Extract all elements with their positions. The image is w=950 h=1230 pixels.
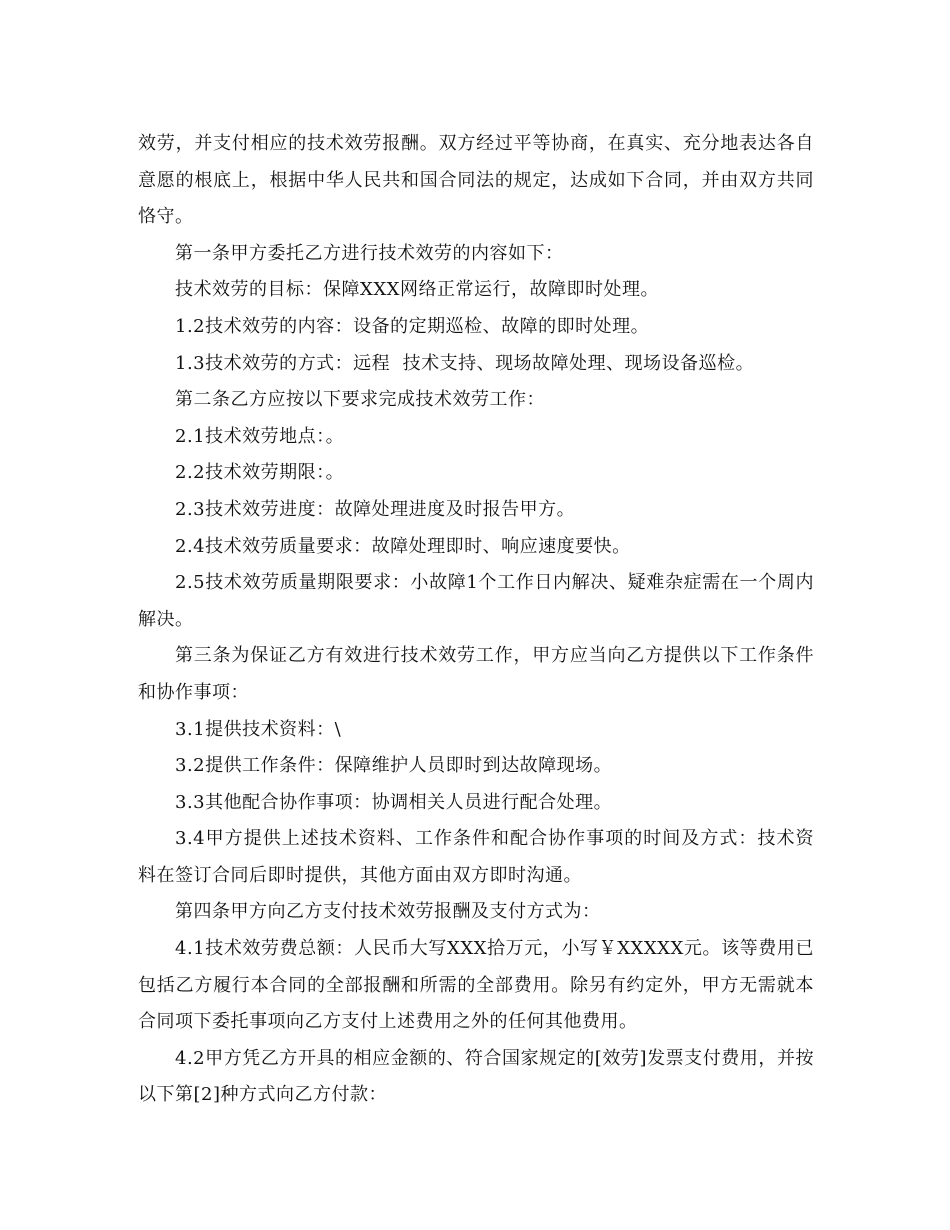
paragraph-article-3: 第三条为保证乙方有效进行技术效劳工作，甲方应当向乙方提供以下工作条件和协作事项：	[138, 645, 814, 703]
paragraph-2-4: 2.4技术效劳质量要求：故障处理即时、响应速度要快。	[175, 535, 631, 557]
paragraph-3-2: 3.2提供工作条件：保障维护人员即时到达故障现场。	[175, 755, 613, 777]
document-body	[138, 126, 814, 1114]
paragraph-2-3: 2.3技术效劳进度：故障处理进度及时报告甲方。	[175, 498, 576, 520]
paragraph-article-2: 第二条乙方应按以下要求完成技术效劳工作：	[175, 389, 545, 411]
paragraph-3-3: 3.3其他配合协作事项：协调相关人员进行配合处理。	[175, 791, 613, 813]
paragraph-service-goal: 技术效劳的目标：保障XXX网络正常运行，故障即时处理。	[175, 279, 659, 301]
paragraph-4-2: 4.2甲方凭乙方开具的相应金额的、符合国家规定的[效劳]发票支付费用，并按以下第[2]种方式向乙方付款：	[138, 1047, 814, 1106]
paragraph-3-4: 3.4甲方提供上述技术资料、工作条件和配合协作事项的时间及方式：技术资料在签订合同后即时提供，其他方面由双方即时沟通。	[138, 828, 814, 886]
paragraph-1-2: 1.2技术效劳的内容：设备的定期巡检、故障的即时处理。	[175, 315, 650, 337]
paragraph-continuation: 效劳，并支付相应的技术效劳报酬。双方经过平等协商，在真实、充分地表达各自意愿的根底上，根据中华人民共和国合同法的规定，达成如下合同，并由双方共同恪守。	[138, 133, 814, 228]
paragraph-2-1: 2.1技术效劳地点：。	[175, 425, 345, 447]
paragraph-2-2: 2.2技术效劳期限：。	[175, 462, 345, 484]
paragraph-2-5: 2.5技术效劳质量期限要求：小故障1个工作日内解决、疑难杂症需在一个周内解决。	[138, 572, 814, 630]
paragraph-4-1: 4.1技术效劳费总额：人民币大写XXX拾万元，小写￥XXXXX元。该等费用已包括乙方履行本合同的全部报酬和所需的全部费用。除另有约定外，甲方无需就本合同项下委托事项向乙方支付上述费用之外的任何其他费用。	[138, 938, 814, 1033]
paragraph-3-1: 3.1提供技术资料：\	[175, 718, 342, 740]
paragraph-article-1: 第一条甲方委托乙方进行技术效劳的内容如下：	[175, 242, 564, 264]
paragraph-1-3: 1.3技术效劳的方式：远程 技术支持、现场故障处理、现场设备巡检。	[175, 352, 755, 374]
paragraph-article-4: 第四条甲方向乙方支付技术效劳报酬及支付方式为：	[175, 901, 601, 923]
